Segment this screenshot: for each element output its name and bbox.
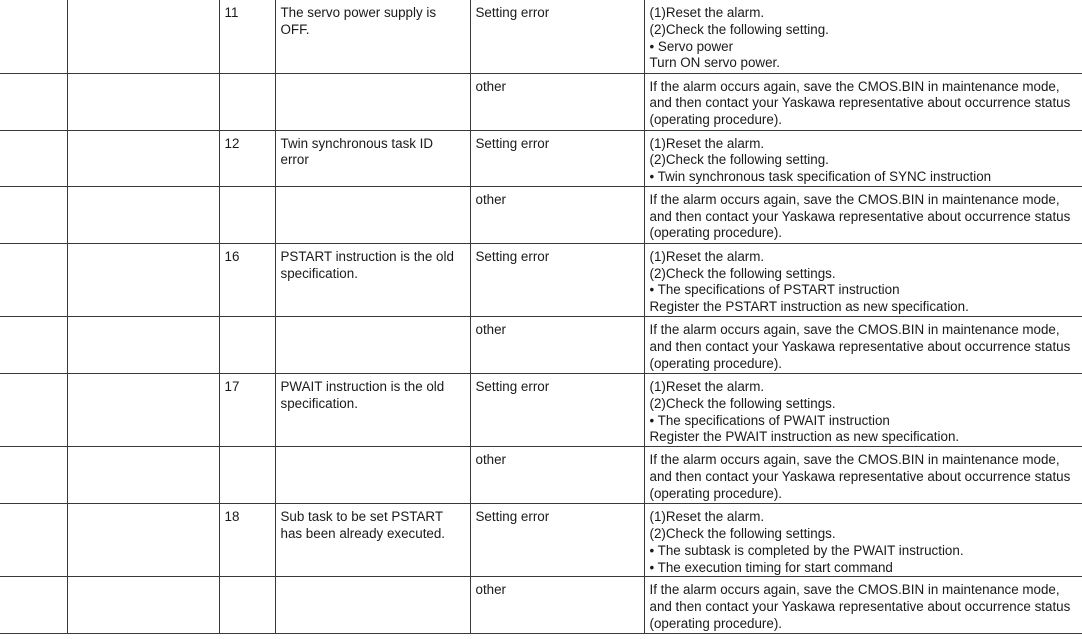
table-row <box>0 186 1082 243</box>
remedy-line: • Twin synchronous task specification of SYNC instruction <box>649 169 992 185</box>
table-row <box>0 447 1082 504</box>
cause-cell: other <box>470 447 644 504</box>
remedy-line: • The execution timing for start command <box>649 559 893 575</box>
remedy-line: If the alarm occurs again, save the CMOS.BIN in maintenance mode, and then contact your Yaskawa representative about occurrence status (operating procedure). <box>649 452 1071 501</box>
alarm-number-cell <box>0 317 67 374</box>
cause-cell: Setting error <box>470 504 644 577</box>
alarm-name-cell <box>67 504 219 577</box>
table-row <box>0 374 1082 447</box>
remedy-line: If the alarm occurs again, save the CMOS.BIN in maintenance mode, and then contact your Yaskawa representative about occurrence status (operating procedure). <box>649 78 1071 128</box>
sub-code-cell <box>219 447 275 504</box>
cause-cell: other <box>470 186 644 243</box>
alarm-number-cell <box>0 577 67 634</box>
meaning-cell: PSTART instruction is the old specification. <box>275 243 470 316</box>
meaning-cell: Twin synchronous task ID error <box>275 130 470 186</box>
meaning-cell: The servo power supply is OFF. <box>275 0 470 73</box>
cause-cell: Setting error <box>470 0 644 73</box>
sub-code-cell <box>219 186 275 243</box>
meaning-cell <box>275 447 470 504</box>
meaning-cell: Sub task to be set PSTART has been already executed. <box>275 504 470 577</box>
remedy-line: • The specifications of PWAIT instruction <box>649 412 890 428</box>
alarm-name-cell <box>67 243 219 316</box>
remedy-cell <box>644 130 1082 186</box>
remedy-line: Turn ON servo power. <box>649 55 780 71</box>
remedy-cell <box>644 447 1082 504</box>
table-row <box>0 317 1082 374</box>
alarm-number-cell <box>0 186 67 243</box>
remedy-line: (2)Check the following settings. <box>649 395 836 411</box>
alarm-name-cell <box>67 447 219 504</box>
cause-cell: Setting error <box>470 243 644 316</box>
alarm-name-cell <box>67 186 219 243</box>
meaning-cell: PWAIT instruction is the old specification. <box>275 374 470 447</box>
remedy-cell <box>644 577 1082 634</box>
alarm-name-cell <box>67 374 219 447</box>
remedy-line: (1)Reset the alarm. <box>649 5 765 20</box>
alarm-number-cell <box>0 504 67 577</box>
remedy-line: • The specifications of PSTART instruction <box>649 282 900 298</box>
remedy-cell <box>644 243 1082 316</box>
remedy-line: (1)Reset the alarm. <box>649 248 765 264</box>
alarm-number-cell <box>0 447 67 504</box>
sub-code-cell: 12 <box>219 130 275 186</box>
sub-code-cell: 17 <box>219 374 275 447</box>
remedy-line: (2)Check the following setting. <box>649 21 829 37</box>
table-row <box>0 243 1082 316</box>
cause-cell: Setting error <box>470 374 644 447</box>
alarm-number-cell <box>0 0 67 73</box>
remedy-line: (2)Check the following setting. <box>649 152 829 168</box>
remedy-line: (1)Reset the alarm. <box>649 509 765 525</box>
sub-code-cell <box>219 577 275 634</box>
remedy-line: (2)Check the following settings. <box>649 265 836 281</box>
remedy-line: If the alarm occurs again, save the CMOS.BIN in maintenance mode, and then contact your Yaskawa representative about occurrence status (operating procedure). <box>649 322 1071 371</box>
remedy-line: • Servo power <box>649 38 734 54</box>
cause-cell: Setting error <box>470 130 644 186</box>
remedy-cell <box>644 504 1082 577</box>
sub-code-cell: 16 <box>219 243 275 316</box>
alarm-number-cell <box>0 130 67 186</box>
table-row <box>0 504 1082 577</box>
remedy-line: (1)Reset the alarm. <box>649 379 765 395</box>
table-row <box>0 0 1082 73</box>
sub-code-cell: 11 <box>219 0 275 73</box>
remedy-line: If the alarm occurs again, save the CMOS.BIN in maintenance mode, and then contact your Yaskawa representative about occurrence status (operating procedure). <box>649 582 1071 632</box>
meaning-cell <box>275 73 470 130</box>
alarm-name-cell <box>67 317 219 374</box>
alarm-name-cell <box>67 577 219 634</box>
meaning-cell <box>275 577 470 634</box>
remedy-cell <box>644 374 1082 447</box>
remedy-line: • The subtask is completed by the PWAIT instruction. <box>649 542 964 558</box>
remedy-line: Register the PSTART instruction as new specification. <box>649 299 969 315</box>
alarm-number-cell <box>0 374 67 447</box>
remedy-line: If the alarm occurs again, save the CMOS.BIN in maintenance mode, and then contact your Yaskawa representative about occurrence status (operating procedure). <box>649 191 1071 241</box>
remedy-line: (1)Reset the alarm. <box>649 135 765 151</box>
cause-cell: other <box>470 317 644 374</box>
remedy-line: Register the PWAIT instruction as new specification. <box>649 429 960 445</box>
alarm-name-cell <box>67 130 219 186</box>
cause-cell: other <box>470 73 644 130</box>
remedy-cell <box>644 73 1082 130</box>
sub-code-cell <box>219 317 275 374</box>
table-row <box>0 577 1082 634</box>
remedy-cell <box>644 317 1082 374</box>
meaning-cell <box>275 186 470 243</box>
sub-code-cell <box>219 73 275 130</box>
table-row <box>0 130 1082 186</box>
cause-cell: other <box>470 577 644 634</box>
meaning-cell <box>275 317 470 374</box>
remedy-line: (2)Check the following settings. <box>649 526 836 542</box>
sub-code-cell: 18 <box>219 504 275 577</box>
alarm-number-cell <box>0 73 67 130</box>
alarm-name-cell <box>67 73 219 130</box>
table-row <box>0 73 1082 130</box>
remedy-cell <box>644 0 1082 73</box>
remedy-cell <box>644 186 1082 243</box>
alarm-number-cell <box>0 243 67 316</box>
alarm-name-cell <box>67 0 219 73</box>
